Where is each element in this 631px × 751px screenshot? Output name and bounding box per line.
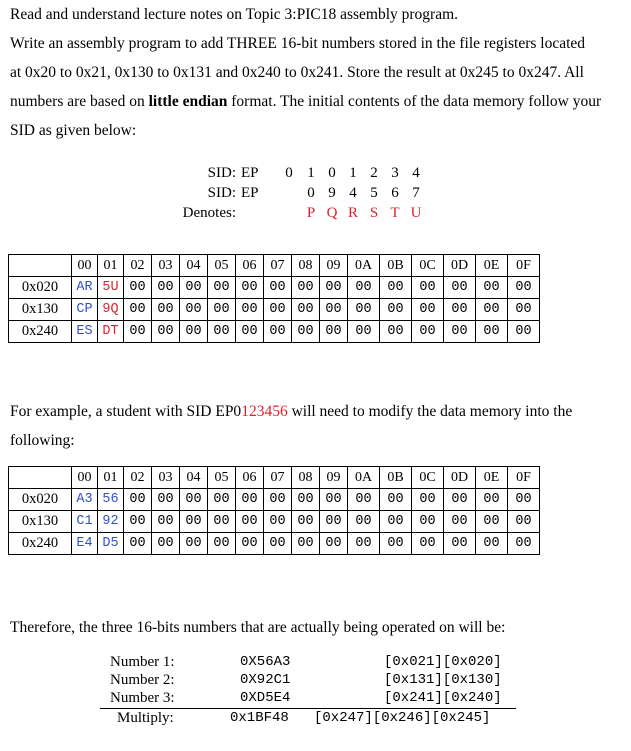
op-label: Number 1: [110, 654, 175, 670]
column-header: 09 [320, 467, 348, 489]
memory-cell: 00 [264, 321, 292, 343]
sid-digit: 3 [391, 165, 399, 181]
memory-cell: 00 [208, 533, 236, 555]
intro-line: Read and understand lecture notes on Topic 3:PIC18 assembly program. [10, 6, 459, 23]
memory-cell: 00 [180, 299, 208, 321]
op-value: 0X92C1 [240, 672, 291, 688]
memory-cell: DT [98, 321, 124, 343]
memory-cell: 00 [264, 511, 292, 533]
memory-cell: 00 [444, 489, 476, 511]
memory-cell: 00 [476, 299, 508, 321]
memory-cell: 00 [264, 489, 292, 511]
intro-line: at 0x20 to 0x21, 0x130 to 0x131 and 0x240 to 0x241. Store the result at 0x245 to 0x247. All [10, 64, 584, 81]
memory-cell: 00 [476, 489, 508, 511]
memory-cell: 00 [380, 321, 412, 343]
memory-cell: 00 [236, 489, 264, 511]
memory-cell: 00 [380, 299, 412, 321]
op-value: 0x1BF48 [230, 710, 289, 726]
table-row [9, 277, 540, 299]
memory-cell: 00 [124, 489, 152, 511]
memory-cell: 00 [320, 489, 348, 511]
sid-letter: U [410, 205, 422, 221]
table-header-row [9, 255, 540, 277]
memory-cell: 00 [412, 489, 444, 511]
memory-cell: D5 [98, 533, 124, 555]
column-header: 05 [208, 467, 236, 489]
sid-digit: 1 [307, 165, 315, 181]
memory-cell: 00 [264, 277, 292, 299]
sid-digit: 0 [285, 165, 293, 181]
memory-cell: 00 [348, 489, 380, 511]
column-header: 03 [152, 467, 180, 489]
table-row [9, 533, 540, 555]
sid-letter: Q [326, 205, 338, 221]
sid-digit: 4 [349, 185, 357, 201]
example-line: For example, a student with SID EP0123456 will need to modify the data memory into the [10, 403, 573, 420]
memory-cell: 5U [98, 277, 124, 299]
table-row [9, 299, 540, 321]
intro-line: numbers are based on little endian format. The initial contents of the data memory follow your [10, 93, 602, 110]
op-label: Number 2: [110, 672, 175, 688]
memory-cell: 00 [348, 321, 380, 343]
sid-digit: 4 [412, 165, 420, 181]
memory-cell: 00 [476, 321, 508, 343]
memory-table-template [8, 254, 540, 343]
intro-line: Write an assembly program to add THREE 16-bit numbers stored in the file registers located [10, 35, 586, 52]
memory-cell: 00 [208, 299, 236, 321]
column-header: 01 [98, 255, 124, 277]
row-address: 0x020 [9, 277, 72, 299]
table-row [9, 321, 540, 343]
column-header: 02 [124, 467, 152, 489]
memory-cell: ES [72, 321, 98, 343]
sid-digit: 0 [307, 185, 315, 201]
column-header: 0D [444, 255, 476, 277]
memory-cell: 00 [380, 489, 412, 511]
memory-cell: 00 [412, 511, 444, 533]
memory-cell: 00 [444, 511, 476, 533]
column-header: 0C [412, 255, 444, 277]
column-header: 04 [180, 467, 208, 489]
memory-cell: 00 [508, 489, 540, 511]
column-header: 00 [72, 467, 98, 489]
memory-cell: 00 [124, 511, 152, 533]
memory-cell: 00 [236, 299, 264, 321]
memory-cell: 00 [236, 321, 264, 343]
op-label: Number 3: [110, 690, 175, 706]
memory-cell: A3 [72, 489, 98, 511]
column-header: 0A [348, 467, 380, 489]
memory-cell: 00 [380, 511, 412, 533]
op-address: [0x131][0x130] [384, 672, 502, 688]
sum-divider [100, 708, 516, 709]
sid-letter: T [390, 205, 400, 221]
column-header: 01 [98, 467, 124, 489]
table-row [9, 489, 540, 511]
column-header: 0E [476, 255, 508, 277]
memory-cell: 00 [348, 511, 380, 533]
column-header: 07 [264, 255, 292, 277]
memory-cell: 00 [152, 511, 180, 533]
memory-cell: 00 [320, 511, 348, 533]
sid-letter: R [347, 205, 358, 221]
sid-digit: 9 [328, 185, 336, 201]
memory-table-example [8, 466, 540, 555]
memory-cell: 00 [124, 321, 152, 343]
column-header: 0E [476, 467, 508, 489]
op-value: 0XD5E4 [240, 690, 291, 706]
memory-cell: 00 [444, 321, 476, 343]
column-header: 06 [236, 467, 264, 489]
row-address: 0x130 [9, 511, 72, 533]
memory-cell: 00 [508, 511, 540, 533]
row-address: 0x020 [9, 489, 72, 511]
memory-cell: 00 [348, 299, 380, 321]
column-header: 08 [292, 467, 320, 489]
memory-cell: 00 [508, 299, 540, 321]
memory-cell: 00 [292, 321, 320, 343]
sid-label: SID: [207, 165, 236, 181]
column-header: 09 [320, 255, 348, 277]
memory-cell: 9Q [98, 299, 124, 321]
memory-cell: 00 [412, 321, 444, 343]
memory-cell: 00 [124, 299, 152, 321]
memory-cell: 00 [124, 533, 152, 555]
sid-label: SID: [207, 185, 236, 201]
memory-cell: 00 [236, 511, 264, 533]
memory-cell: 00 [124, 277, 152, 299]
sid-digit: 6 [391, 185, 399, 201]
memory-cell: 00 [380, 277, 412, 299]
memory-cell: 00 [320, 533, 348, 555]
memory-cell: 00 [476, 511, 508, 533]
memory-cell: 00 [320, 299, 348, 321]
memory-cell: 00 [236, 533, 264, 555]
memory-cell: 00 [476, 533, 508, 555]
memory-cell: 00 [348, 277, 380, 299]
row-address: 0x240 [9, 321, 72, 343]
memory-cell: 00 [208, 511, 236, 533]
memory-cell: 00 [508, 533, 540, 555]
memory-cell: 00 [208, 321, 236, 343]
memory-cell: 00 [180, 489, 208, 511]
memory-cell: 00 [236, 277, 264, 299]
memory-cell: 00 [320, 321, 348, 343]
memory-cell: 56 [98, 489, 124, 511]
memory-cell: 00 [476, 277, 508, 299]
memory-cell: 00 [152, 321, 180, 343]
memory-cell: 00 [152, 299, 180, 321]
sid-digit: 7 [412, 185, 420, 201]
memory-cell: 00 [180, 511, 208, 533]
row-address: 0x130 [9, 299, 72, 321]
op-label: Multiply: [117, 710, 174, 726]
memory-cell: 00 [180, 321, 208, 343]
memory-cell: 00 [264, 533, 292, 555]
memory-cell: 00 [292, 511, 320, 533]
memory-cell: AR [72, 277, 98, 299]
memory-cell: C1 [72, 511, 98, 533]
column-header: 0C [412, 467, 444, 489]
column-header: 02 [124, 255, 152, 277]
table-row [9, 511, 540, 533]
column-header: 00 [72, 255, 98, 277]
denotes-label: Denotes: [182, 205, 236, 221]
memory-cell: 00 [208, 489, 236, 511]
memory-cell: 00 [292, 533, 320, 555]
column-header: 0A [348, 255, 380, 277]
sid-letter: P [306, 205, 316, 221]
memory-cell: 00 [444, 299, 476, 321]
memory-cell: 00 [320, 277, 348, 299]
memory-cell: 00 [152, 277, 180, 299]
memory-cell: 00 [412, 533, 444, 555]
memory-cell: 00 [292, 277, 320, 299]
example-line: following: [10, 432, 75, 449]
column-header: 0B [380, 467, 412, 489]
table-header-row [9, 467, 540, 489]
op-address: [0x241][0x240] [384, 690, 502, 706]
sid-prefix: EP [241, 185, 259, 201]
memory-cell: 00 [292, 299, 320, 321]
column-header: 07 [264, 467, 292, 489]
column-header: 0D [444, 467, 476, 489]
memory-cell: 00 [380, 533, 412, 555]
intro-paragraph [10, 0, 618, 145]
memory-cell: 00 [180, 277, 208, 299]
sid-letter: S [369, 205, 379, 221]
op-value: 0X56A3 [240, 654, 291, 670]
memory-cell: CP [72, 299, 98, 321]
memory-cell: 00 [292, 489, 320, 511]
column-header: 08 [292, 255, 320, 277]
memory-cell: 00 [412, 277, 444, 299]
column-header: 05 [208, 255, 236, 277]
op-address: [0x021][0x020] [384, 654, 502, 670]
sid-digit: 2 [370, 165, 378, 181]
memory-cell: 00 [444, 277, 476, 299]
column-header: 0F [508, 255, 540, 277]
therefore-text: Therefore, the three 16-bits numbers that are actually being operated on will be: [10, 619, 506, 636]
column-header: 0F [508, 467, 540, 489]
row-address: 0x240 [9, 533, 72, 555]
intro-line: SID as given below: [10, 122, 137, 139]
column-header: 04 [180, 255, 208, 277]
memory-cell: 00 [412, 299, 444, 321]
column-header: 0B [380, 255, 412, 277]
column-header: 06 [236, 255, 264, 277]
memory-cell: E4 [72, 533, 98, 555]
memory-cell: 00 [508, 321, 540, 343]
memory-cell: 00 [180, 533, 208, 555]
memory-cell: 00 [508, 277, 540, 299]
sid-digit: 1 [349, 165, 357, 181]
sid-digit: 0 [328, 165, 336, 181]
memory-cell: 00 [152, 533, 180, 555]
sid-prefix: EP [241, 165, 259, 181]
memory-cell: 00 [348, 533, 380, 555]
sid-digit: 5 [370, 185, 378, 201]
memory-cell: 00 [264, 299, 292, 321]
op-address: [0x247][0x246][0x245] [314, 710, 491, 726]
memory-cell: 00 [152, 489, 180, 511]
memory-cell: 00 [208, 277, 236, 299]
example-paragraph [10, 397, 618, 455]
memory-cell: 00 [444, 533, 476, 555]
column-header: 03 [152, 255, 180, 277]
memory-cell: 92 [98, 511, 124, 533]
